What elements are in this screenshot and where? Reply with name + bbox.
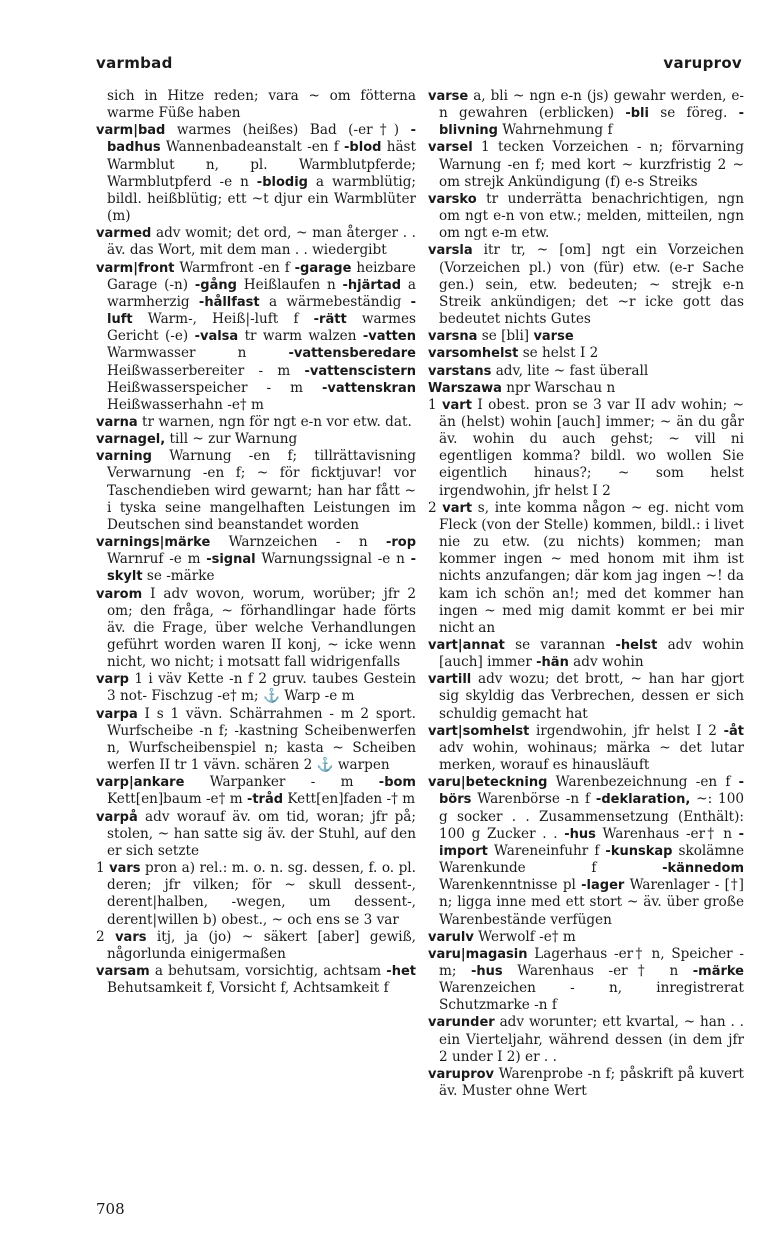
- entry-keyword: -hållfast: [198, 294, 260, 310]
- dictionary-entry: vart|annat se varannan -helst adv wohin [auch] immer -hän adv wohin: [428, 637, 745, 671]
- entry-keyword: -vatten: [362, 329, 416, 345]
- dictionary-entry: sich in Hitze reden; vara ~ om fötterna warme Füße haben: [107, 88, 416, 122]
- entry-keyword: varna: [96, 414, 138, 430]
- entry-keyword: varsla: [428, 243, 473, 259]
- dictionary-entry: 1 vars pron a) rel.: m. o. n. sg. dessen, f. o. pl. deren; jfr vilken; för ~ skull dessent-, derent|halben, -wegen, um dessent-, derent|willen b) obest., ~ och ens se 3 var: [96, 860, 416, 928]
- dictionary-entry: varsel 1 tecken Vorzeichen - n; förvarning Warnung -en f; med kort ~ kurzfristig 2 ~ om strejk Ankündigung (f) e-s Streiks: [428, 139, 744, 190]
- entry-keyword: -hän: [536, 655, 569, 671]
- entry-keyword: varse: [428, 89, 469, 104]
- entry-keyword: varunder: [428, 1015, 495, 1031]
- dictionary-entry: 2 vart s, inte komma någon ~ eg. nicht vom Fleck (von der Stelle) kommen, bildl.: i livet nie zu etw. (zu nichts) kommen; man kommer ingen ~ med honom mit ihm ist nichts anzufangen; där kom jag ingen ~! da kam ich schön an!; med det kommer han ingen ~ med mig damit kommt er bei mir nicht an: [428, 499, 745, 636]
- entry-keyword: varpa: [96, 706, 138, 722]
- dictionary-entry: varmed adv womit; det ord, ~ man återger . . äv. das Wort, mit dem man . . wiedergibt: [96, 225, 416, 259]
- dictionary-entry: varsla itr tr, ~ [om] ngt ein Vorzeichen (Vorzeichen pl.) von (für) etw. (e-r Sache gen.) sein, etw. bedeuten; ~ strejk e-n Streik ankündigen; det ~r icke gott das bedeutet nichts Gutes: [428, 242, 745, 328]
- entry-keyword: varsko: [428, 191, 477, 207]
- entry-keyword: -tråd: [246, 792, 284, 808]
- entry-keyword: varom: [96, 586, 143, 602]
- entry-keyword: -valsa: [194, 329, 239, 345]
- dictionary-entry: varm|bad warmes (heißes) Bad (-er†) -badhus Wannenbadeanstalt -en f -blod häst Warmblut n, pl. Warmblutpferde; Warmblutpferd -e n -blodig a warmblütig; bildl. heißblütig; ett ~t djur ein Warmblüter (m): [96, 122, 416, 225]
- entry-keyword: -märke: [692, 963, 744, 979]
- entry-keyword: vars: [115, 929, 147, 945]
- dictionary-entry: varnagel, till ~ zur Warnung: [96, 431, 298, 448]
- dictionary-entry: vartill adv wozu; det brott, ~ han har gjort sig skyldig das Verbrechen, dessen er sich schuldig gemacht hat: [428, 671, 745, 722]
- entry-keyword: -helst: [615, 638, 658, 653]
- dictionary-entry: varsko tr underrätta benachrichtigen, ngn om ngt e-n von etw.; melden, mitteilen, ngn om ngt e-m etw.: [428, 190, 744, 242]
- entry-keyword: -kunskap: [605, 843, 673, 859]
- entry-keyword: -kännedom: [662, 861, 744, 877]
- entry-keyword: varu|magasin: [428, 946, 528, 962]
- entry-keyword: -lager: [581, 878, 625, 894]
- dictionary-entry: varm|front Warmfront -en f -garage heizbare Garage (-n) -gång Heißlaufen n -hjärtad a warmherzig -hållfast a wärmebeständig -luft Warm-, Heiß|-luft f -rätt warmes Gericht (-e) -valsa tr warm walzen -vatten Warmwasser n -vattensberedare Heißwasserbereiter - m -vattenscistern Heißwasserspeicher - m -vattenskran Heißwasserhahn -e† m: [96, 259, 417, 413]
- entry-keyword: -gång: [194, 277, 237, 293]
- dictionary-entry: varpa I s 1 vävn. Schärrahmen - m 2 sport. Wurfscheibe -n f; -kastning Scheibenwerfen n, Wurfscheibenspiel n; kasta ~ Scheiben werfen II tr 1 vävn. schären 2 ⚓ warpen: [96, 705, 416, 774]
- entry-keyword: varsna: [428, 329, 478, 345]
- dictionary-entry: varuprov Warenprobe -n f; påskrift på kuvert äv. Muster ohne Wert: [428, 1065, 744, 1100]
- entry-keyword: -hus: [471, 963, 503, 979]
- entry-keyword: -signal: [206, 552, 256, 568]
- entry-keyword: vart: [442, 500, 473, 516]
- right-column: [428, 88, 744, 1100]
- dictionary-entry: varom I adv wovon, worum, worüber; jfr 2 om; den fråga, ~ förhandlingar hade förts äv. die Frage, über welche Verhandlungen geführt worden waren II konj, ~ icke wenn nicht, wo nicht; i motsatt fall widrigenfalls: [96, 585, 417, 671]
- entry-keyword: vartill: [428, 672, 472, 688]
- running-head-left: varmbad: [96, 54, 173, 72]
- entry-keyword: -vattenskran: [322, 380, 416, 396]
- entry-keyword: -import: [439, 826, 744, 859]
- entry-keyword: varp: [96, 672, 129, 688]
- dictionary-entry: varse a, bli ~ ngn e-n (js) gewahr werden, e-n gewahren (erblicken) -bli se föreg. -blivning Wahrnehmung f: [428, 88, 745, 139]
- entry-keyword: -garage: [294, 260, 352, 276]
- entry-keyword: vars: [109, 861, 141, 877]
- entry-keyword: varsam: [96, 963, 150, 979]
- entry-keyword: varsel: [428, 140, 473, 156]
- entry-keyword: varpå: [96, 809, 138, 825]
- dictionary-entry: vart|somhelst irgendwohin, jfr helst I 2 -åt adv wohin, wohinaus; märka ~ det lutar merken, worauf es hinausläuft: [428, 722, 745, 774]
- entry-keyword: varp|ankare: [96, 775, 185, 791]
- entry-keyword: varnagel,: [96, 432, 166, 448]
- dictionary-entry: varu|magasin Lagerhaus -er† n, Speicher - m; -hus Warenhaus -er† n -märke Warenzeichen - n, inregistrerat Schutzmarke -n f: [428, 945, 744, 1014]
- entry-keyword: varsomhelst: [428, 346, 519, 362]
- entry-keyword: -blivning: [439, 106, 744, 139]
- entry-keyword: -luft: [107, 294, 416, 328]
- entry-keyword: -hjärtad: [342, 277, 402, 293]
- dictionary-entry: 2 vars itj, ja (jo) ~ säkert [aber] gewiß, någorlunda einigermaßen: [96, 928, 417, 962]
- left-column: [96, 88, 416, 997]
- entry-keyword: varning: [96, 449, 152, 465]
- dictionary-entry: varsomhelst se helst I 2: [428, 345, 599, 362]
- entry-keyword: -börs: [439, 775, 745, 808]
- entry-keyword: -åt: [723, 723, 744, 739]
- entry-keyword: varm|front: [96, 260, 175, 276]
- entry-keyword: -rätt: [313, 312, 347, 328]
- dictionary-entry: varning Warnung -en f; tillrättavisning Verwarnung -en f; ~ för ficktjuvar! vor Taschendieben wird gewarnt; han har fått ~ i tyska seine mangelhaften Leistungen im Deutschen sind beanstandet worden: [96, 448, 416, 533]
- dictionary-entry: varp 1 i väv Kette -n f 2 gruv. taubes Gestein 3 not- Fischzug -e† m; ⚓ Warp -e m: [96, 671, 416, 705]
- entry-keyword: vart|somhelst: [428, 723, 530, 739]
- entry-keyword: -deklaration,: [595, 792, 691, 808]
- entry-keyword: -bli: [625, 106, 649, 122]
- dictionary-entry: varnings|märke Warnzeichen - n -rop Warnruf -e m -signal Warnungssignal -e n -skylt se -märke: [96, 534, 417, 585]
- dictionary-entry: varsam a behutsam, vorsichtig, achtsam -het Behutsamkeit f, Vorsicht f, Achtsamkeit f: [96, 962, 416, 997]
- entry-keyword: -blodig: [256, 174, 308, 190]
- entry-keyword: Warszawa: [428, 380, 502, 396]
- entry-keyword: varstans: [428, 363, 492, 379]
- entry-keyword: varmed: [96, 226, 152, 242]
- entry-keyword: -vattenscistern: [304, 363, 417, 379]
- entry-keyword: varm|bad: [96, 123, 166, 139]
- entry-keyword: -skylt: [107, 552, 416, 585]
- dictionary-entry: varu|beteckning Warenbezeichnung -en f -börs Warenbörse -n f -deklaration, ~: 100 g socker . . Zusammensetzung (Enthält): 100 g Zucker . . -hus Warenhaus -er† n -import Wareneinfuhr f -kunskap skolämne Warenkunde f -kännedom Warenkenntnisse pl -lager Warenlager - [†] n; ligga inne med ett stort ~ äv. über große Warenbestände verfügen: [428, 774, 745, 928]
- dictionary-entry: 1 vart I obest. pron se 3 var II adv wohin; ~ än (helst) wohin [auch] immer; ~ än du går äv. wohin du auch gehst; ~ vill ni egentligen komma? bildl. wo wollen Sie eigentlich hinaus?; ~ som helst irgendwohin, jfr helst I 2: [428, 396, 745, 499]
- entry-keyword: -bom: [378, 775, 416, 791]
- dictionary-entry: varp|ankare Warpanker - m -bom Kett[en]baum -e† m -tråd Kett[en]faden -† m: [96, 774, 416, 808]
- running-head-right: varuprov: [663, 54, 742, 72]
- entry-keyword: -rop: [385, 535, 417, 551]
- page-number: 708: [96, 1200, 125, 1218]
- entry-keyword: varuprov: [428, 1066, 495, 1082]
- entry-keyword: -badhus: [107, 123, 416, 156]
- entry-keyword: -blod: [344, 140, 382, 156]
- entry-keyword: varu|beteckning: [428, 775, 548, 791]
- dictionary-entry: varulv Werwolf -e† m: [428, 928, 576, 945]
- dictionary-entry: varpå adv worauf äv. om tid, woran; jfr på; stolen, ~ han satte sig äv. der Stuhl, auf den er sich setzte: [96, 808, 416, 859]
- entry-keyword: vart: [442, 397, 472, 413]
- entry-keyword: -het: [386, 963, 416, 979]
- dictionary-entry: varunder adv worunter; ett kvartal, ~ han . . ein Vierteljahr, während dessen (in dem jfr 2 under I 2) er . .: [428, 1014, 744, 1065]
- entry-keyword: varnings|märke: [96, 535, 211, 551]
- entry-keyword: varulv: [428, 929, 474, 945]
- entry-keyword: -hus: [564, 826, 596, 842]
- entry-keyword: varse: [533, 329, 574, 345]
- dictionary-entry: varna tr warnen, ngn för ngt e-n vor etw. dat.: [96, 413, 412, 430]
- dictionary-entry: varstans adv, lite ~ fast überall: [428, 362, 649, 379]
- entry-keyword: vart|annat: [428, 638, 505, 653]
- entry-keyword: -vattensberedare: [288, 346, 416, 362]
- dictionary-entry: varsna se [bli] varse: [428, 328, 574, 345]
- dictionary-entry: Warszawa npr Warschau n: [428, 379, 616, 396]
